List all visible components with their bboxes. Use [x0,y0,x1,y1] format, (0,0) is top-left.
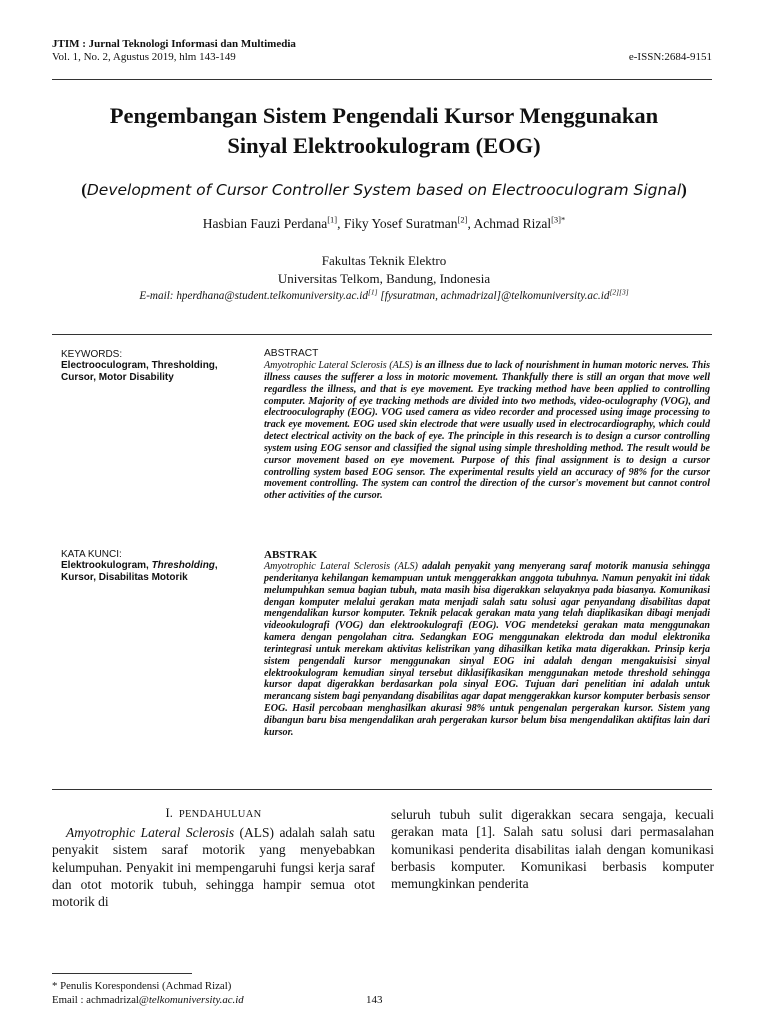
footnote-rule [52,973,192,974]
author-ref: [3]* [551,214,566,225]
body-column-left [52,824,375,910]
section-number: I. [165,806,173,820]
author-name: Fiky Yosef Suratman [343,216,458,231]
kata-kunci-block [61,549,246,583]
abstract-block [264,348,710,502]
body-left-text: (ALS) adalah salah satu penyakit sistem saraf motorik yang menyebabkan kelumpuhan. Penyakit ini mempengaruhi fungsi kerja saraf dan otot motorik tubuh, sehingga hampir semua otot motorik di [52,825,375,910]
section-label: PENDAHULUAN [178,809,262,820]
kata-kunci-text [61,560,246,583]
email-part-2: [fysuratman, achmadrizal]@telkomuniversity.ac.id [377,290,610,302]
email-ref-1: [1] [367,287,378,297]
kata-kunci-heading: KATA KUNCI: [61,549,122,560]
english-title [30,179,738,201]
footnote-email [52,993,472,1007]
header-rule [52,79,712,80]
paper-title [40,101,728,161]
email-ref-2: [2][3] [609,287,629,297]
abstract-top-rule [52,334,712,335]
kata-kunci-part-2: , Kursor, Disabilitas Motorik [61,560,218,583]
email-part-1: E-mail: hperdhana@student.telkomuniversity.ac.id [139,290,368,302]
abstract-bottom-rule [52,789,712,790]
keywords-text: Electrooculogram, Thresholding, Cursor, Motor Disability [61,360,218,383]
author-list [40,215,728,233]
author-ref: [2] [457,214,468,225]
author-name: Achmad Rizal [473,216,552,231]
footnote-email-domain: telkomuniversity.ac.id [148,994,244,1006]
keywords-heading: KEYWORDS: [61,349,123,360]
english-title-close-paren: ) [681,180,687,199]
footnote-email-label: Email : achmadrizal@ [52,994,149,1006]
abstrak-block [264,549,710,739]
author-separator: , [337,216,344,231]
body-left-italic: Amyotrophic Lateral Sclerosis [66,825,235,840]
issue-info: Vol. 1, No. 2, Agustus 2019, hlm 143-149 [52,51,236,63]
abstrak-text [264,561,710,739]
issn: e-ISSN:2684-9151 [628,51,712,63]
abstrak-intro: Amyotrophic Lateral Sclerosis (ALS) [264,561,418,572]
abstract-intro: Amyotrophic Lateral Sclerosis (ALS) [264,360,413,371]
abstrak-heading: ABSTRAK [264,549,318,561]
kata-kunci-part-1: Elektrookulogram, [61,560,152,572]
abstract-heading: ABSTRACT [264,348,319,359]
section-heading [52,805,375,823]
abstract-body: is an illness due to lack of nourishment in human motoric nerves. This illness causes the sufferer a loss in motoric movement. Thankfully there is still an organ that move well regardless the illness, and that is eye movement. Eye tracking method have been applied to controlling computer. Majority of eye tracking methods are divided into two methods, video-oculography (VOG), and electrooculography (EOG). VOG used camera as video recorder and processed using image processing to track eye movement. EOG used skin electrode that were usually used in electrocardiography, which could detect electrical activity on the back of eye. The principle in this research is to design a cursor controlling system using EOG sensor and classified the signal using simple thresholding method. The result would be cursor movement based on eye movement. Purpose of this final assignment is to design a cursor controlling system based EOG sensor. The experimental results yield an accuracy of 98% for the cursor movement controlling. The system can control the direction of the cursor's movement but cannot control other activities of the cursor. [264,360,710,502]
abstract-text [264,360,710,502]
author-name: Hasbian Fauzi Perdana [202,216,328,231]
kata-kunci-italic: Thresholding [151,560,215,572]
body-column-right: seluruh tubuh sulit digerakkan secara sengaja, kecuali gerakan mata [1]. Salah satu solusi dari permasalahan komunikasi penderita disabilitas ialah dengan komunikasi berbasis komputer. Komunikasi berbasis komputer memungkinkan penderita [391,807,714,892]
running-header [52,38,712,64]
title-line-1: Pengembangan Sistem Pengendali Kursor Menggunakan [109,103,659,128]
affiliation-faculty: Fakultas Teknik Elektro [321,253,447,268]
author-ref: [1] [327,214,338,225]
author-emails [40,288,728,304]
author-separator: , [467,216,474,231]
page-number: 143 [366,994,383,1006]
footnote-correspondence: * Penulis Korespondensi (Achmad Rizal) [52,980,232,992]
title-line-2: Sinyal Elektrookulogram (EOG) [227,133,541,158]
footnote [52,979,472,1007]
english-title-open-paren: ( [81,180,87,199]
english-title-text: Development of Cursor Controller System based on Electrooculogram Signal [86,181,682,199]
abstrak-body: adalah penyakit yang menyerang saraf motorik manusia sehingga penderitanya kehilangan kemampuan untuk menggerakkan anggota tubuhnya. Namun penyakit ini tidak melumpuhkan semua bagian tubuh, mata masih bisa digerakkan selayaknya pada biasanya. Komunikasi dengan komputer melalui gerakan mata menjadi salah satu solusi agar penyandang disabilitas dapat mengendalikan kursor komputer. Teknik pelacak gerakan mata yang telah diaplikasikan dibagi menjadi videookulografi (VOG) dan elektrookulografi (EOG). VOG mendeteksi gerakan mata menggunakan kamera dengan pengolahan citra. Sedangkan EOG menggunakan elektroda dan modul elektronika terintegrasi untuk merekam aktivitas kelistrikan yang dihasilkan ketika mata digerakkan. Prinsip kerja sistem pengendali kursor menggunakan sinyal EOG ini adalah dengan mengakuisisi sinyal elektrookulogram kemudian sinyal tersebut diklasifikasikan menggunakan metode threshold sehingga kursor dapat digerakkan berdasarkan pola sinyal EOG. Tujuan dari penelitian ini adalah untuk merancang sistem bagi penyandang disabilitas agar dapat menggerakkan kursor komputer berbasis sensor EOG. Hasil percobaan menghasilkan akurasi 98% untuk pengenalan pergerakan kursor. Sistem yang dibangun baru bisa mengendalikan arah pergerakan kursor belum bisa mengendalikan aktifitas lain dari kursor. [264,561,710,738]
journal-name: JTIM : Jurnal Teknologi Informasi dan Multimedia [52,38,296,50]
keywords-block [61,349,246,383]
affiliation-university: Universitas Telkom, Bandung, Indonesia [277,271,491,286]
